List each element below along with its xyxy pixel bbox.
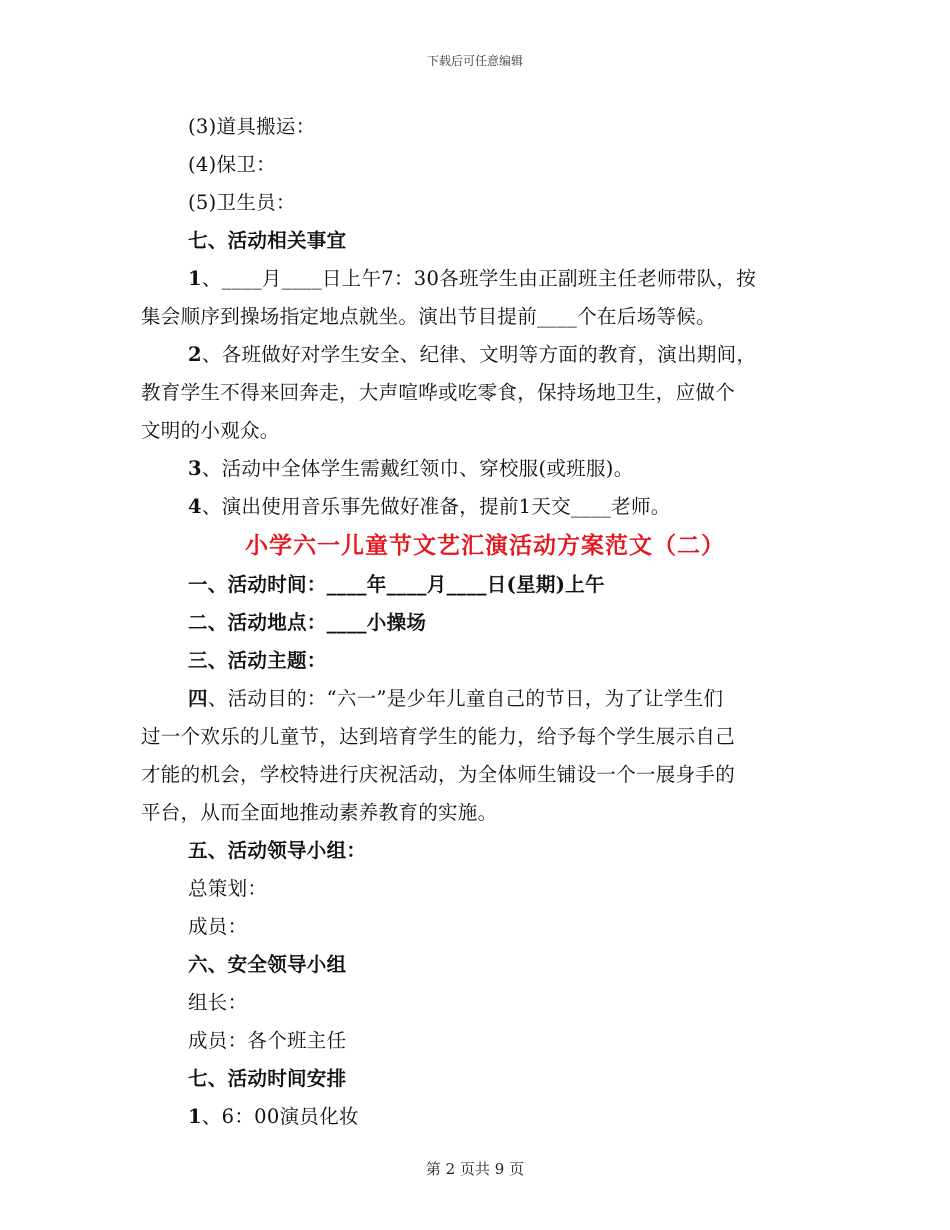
page-footer: 第 2 页共 9 页	[425, 1160, 525, 1178]
section-heading: 五、活动领导小组：	[188, 839, 367, 862]
paragraph	[141, 488, 809, 526]
text-line: 、____月____日上午7：30各班学生由正副班主任老师带队，按	[201, 267, 756, 290]
text-line: (3)道具搬运：	[188, 115, 316, 138]
text-line: 、活动中全体学生需戴红领巾、穿校服(或班服)。	[201, 457, 634, 480]
item-number: 1	[188, 1105, 202, 1128]
document-body	[141, 108, 809, 1136]
section-heading: 三、活动主题：	[188, 649, 327, 672]
text-line: 、演出使用音乐事先做好准备，提前1天交____老师。	[201, 495, 671, 518]
text-line: 集会顺序到操场指定地点就坐。演出节目提前____个在后场等候。	[141, 305, 716, 328]
document-title: 小学六一儿童节文艺汇演活动方案范文（二）	[245, 532, 725, 559]
paragraph	[141, 680, 809, 832]
text-line: 教育学生不得来回奔走，大声喧哗或吃零食，保持场地卫生，应做个	[141, 381, 736, 404]
item-number: 3	[188, 457, 202, 480]
text-line: 文明的小观众。	[141, 419, 280, 442]
text-line: 组长：	[188, 991, 248, 1014]
text-line: 平台，从而全面地推动素养教育的实施。	[141, 801, 498, 824]
item-number: 1	[188, 267, 202, 290]
paragraph	[141, 450, 809, 488]
section-heading: 七、活动时间安排	[188, 1067, 347, 1090]
text-line: 才能的机会，学校特进行庆祝活动，为全体师生铺设一个一展身手的	[141, 763, 736, 786]
text-line: 、各班做好对学生安全、纪律、文明等方面的教育，演出期间，	[201, 343, 757, 366]
item-number: 4	[188, 495, 202, 518]
paragraph	[141, 260, 809, 336]
text-line: 、活动目的：“六一”是少年儿童自己的节日，为了让学生们	[207, 687, 724, 710]
item-number: 2	[188, 343, 202, 366]
page-header: 下载后可任意编辑	[426, 54, 523, 68]
section-heading: 二、活动地点：____小操场	[188, 611, 427, 634]
section-heading: 七、活动相关事宜	[188, 229, 347, 252]
section-heading: 一、活动时间：____年____月____日(星期)上午	[188, 573, 605, 596]
section-number: 四	[188, 687, 208, 710]
text-line: 过一个欢乐的儿童节，达到培育学生的能力，给予每个学生展示自己	[141, 725, 736, 748]
text-line: 成员：各个班主任	[188, 1029, 347, 1052]
text-line: (4)保卫：	[188, 153, 276, 176]
text-line: 总策划：	[188, 877, 268, 900]
text-line: (5)卫生员：	[188, 191, 296, 214]
section-heading: 六、安全领导小组	[188, 953, 347, 976]
text-line: 成员：	[188, 915, 248, 938]
text-line: 、6：00演员化妆	[201, 1105, 359, 1128]
paragraph	[141, 336, 809, 450]
